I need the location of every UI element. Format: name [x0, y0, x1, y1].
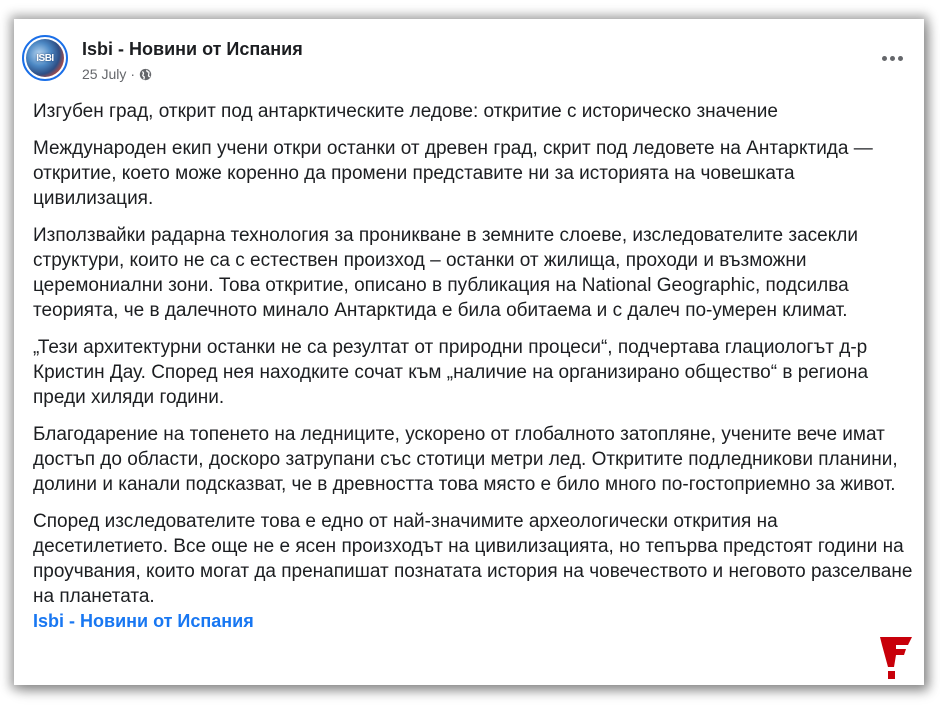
avatar-image: ISBI — [26, 39, 64, 77]
post-header — [22, 31, 916, 87]
globe-icon — [139, 68, 152, 81]
page-footer-link[interactable]: Isbi - Новини от Испания — [33, 611, 254, 631]
post-body — [33, 99, 913, 634]
post-paragraph: Според изследователите това е едно от най-значимите археологически открития на десетилетието. Все още не е ясен произходът на цивилизацията, но тепърва предстоят години на проучвания, които могат да пренапишат познатата история на човечеството и неговото разселване на планетата. — [33, 511, 913, 607]
meta-separator: · — [130, 66, 136, 82]
more-options-button[interactable] — [878, 49, 906, 67]
post-paragraph: Международен екип учени откри останки от древен град, скрит под ледовете на Антарктида — откритие, което може коренно да промени представите ни за историята на човешката цивилизация. — [33, 138, 873, 209]
dot-icon — [882, 56, 887, 61]
factcheck-logo-icon — [880, 633, 912, 681]
post-date[interactable]: 25 July — [82, 66, 127, 82]
post-paragraph: Благодарение на топенето на ледниците, ускорено от глобалното затопляне, учените вече имат достъп до области, доскоро затрупани със стотици метри лед. Откритите подледникови планини, долини и канали подсказват, че в древността това място е било много по-гостоприемно за живот. — [33, 424, 898, 495]
facebook-post-card — [14, 19, 924, 685]
post-paragraph: Използвайки радарна технология за проникване в земните слоеве, изследователите засекли структури, които не са с естествен произход – останки от жилища, проходи и възможни церемониални зони. Това откритие, описано в публикация на National Geographic, подсилва теорията, че в далечното минало Антарктида е била обитаема и с далеч по-умерен климат. — [33, 225, 858, 321]
post-paragraph: „Тези архитектурни останки не са резултат от природни процеси“, подчертава глациологът д-р Кристин Дау. Според нея находките сочат към „наличие на организирано общество“ в региона преди хиляди години. — [33, 337, 869, 408]
dot-icon — [898, 56, 903, 61]
post-headline: Изгубен град, открит под антарктическите ледове: откритие с историческо значение — [33, 101, 778, 122]
post-meta — [82, 66, 152, 82]
dot-icon — [890, 56, 895, 61]
page-avatar[interactable] — [22, 35, 68, 81]
page-name-link[interactable]: Isbi - Новини от Испания — [82, 39, 303, 59]
